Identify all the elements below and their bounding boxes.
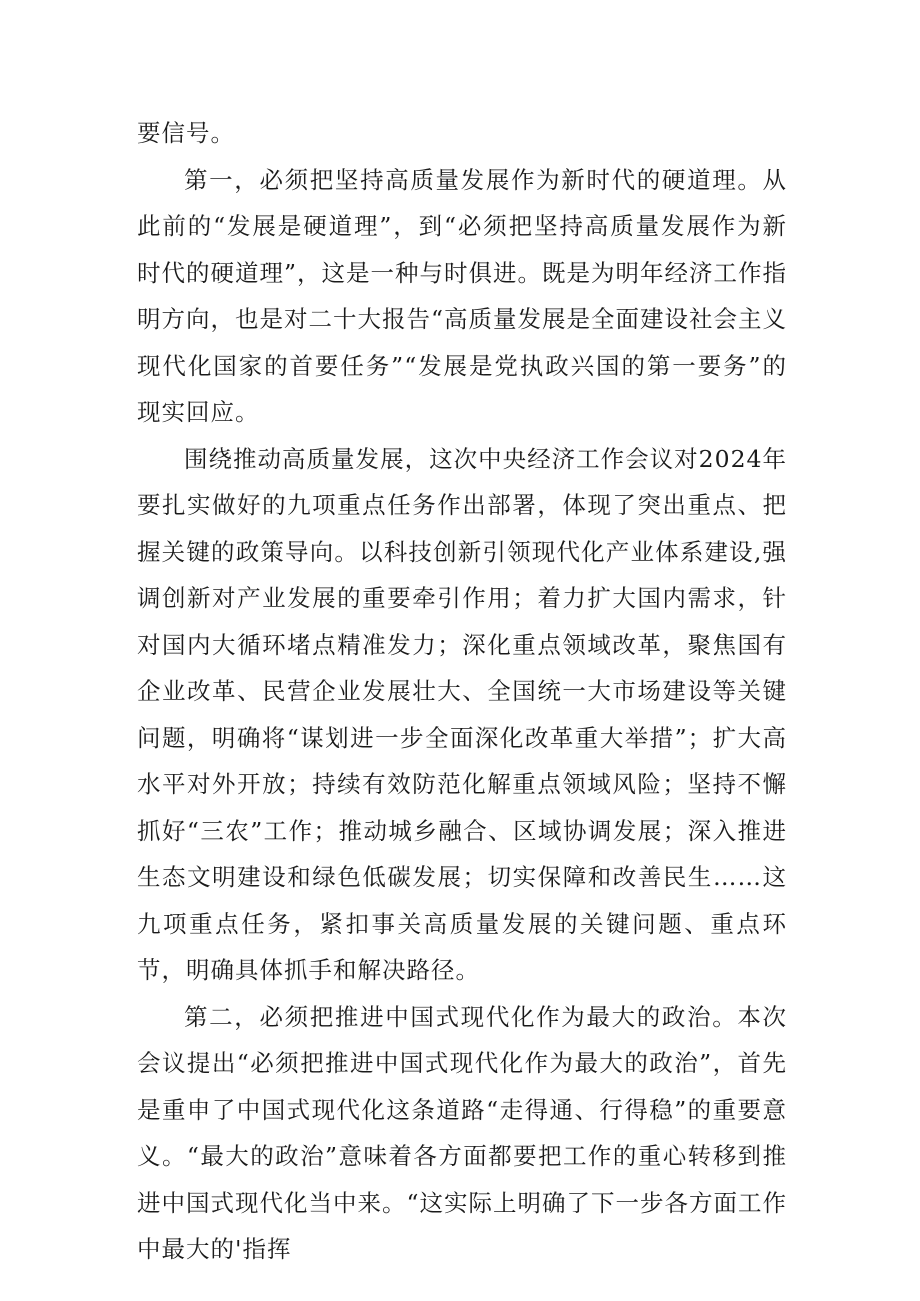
paragraph-nine-tasks: 围绕推动高质量发展，这次中央经济工作会议对2024年要扎实做好的九项重点任务作出部署，体现了突出重点、把握关键的政策导向。以科技创新引领现代化产业体系建设,强调创新对产业发展的重要牵引作用；着力扩大国内需求，针对国内大循环堵点精准发力；深化重点领域改革，聚焦国有企业改革、民营企业发展壮大、全国统一大市场建设等关键问题，明确将“谋划进一步全面深化改革重大举措”；扩大高水平对外开放；持续有效防范化解重点领域风险；坚持不懈抓好“三农”工作；推动城乡融合、区域协调发展；深入推进生态文明建设和绿色低碳发展；切实保障和改善民生……这九项重点任务，紧扣事关高质量发展的关键问题、重点环节，明确具体抓手和解决路径。 bbox=[137, 444, 787, 984]
paragraph-continuation: 要信号。 bbox=[137, 119, 235, 147]
paragraph-first-point: 第一，必须把坚持高质量发展作为新时代的硬道理。从此前的“发展是硬道理”，到“必须把坚持高质量发展作为新时代的硬道理”，这是一种与时俱进。既是为明年经济工作指明方向，也是对二十大报告“高质量发展是全面建设社会主义现代化国家的首要任务”“发展是党执政兴国的第一要务”的现实回应。 bbox=[137, 165, 788, 426]
paragraph-second-point: 第二，必须把推进中国式现代化作为最大的政治。本次会议提出“必须把推进中国式现代化作为最大的政治”，首先是重申了中国式现代化这条道路“走得通、行得稳”的重要意义。“最大的政治”意味着各方面都要把工作的重心转移到推进中国式现代化当中来。“这实际上明确了下一步各方面工作中最大的'指挥 bbox=[137, 1002, 788, 1263]
document-body bbox=[137, 110, 787, 1273]
